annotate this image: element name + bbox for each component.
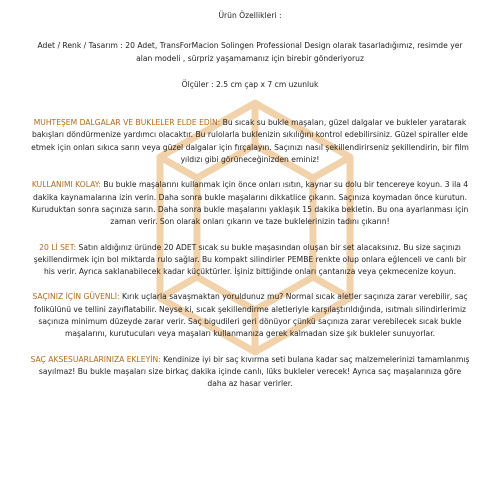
spec-dimensions: Ölçüler : 2.5 cm çap x 7 cm uzunluk: [181, 79, 319, 89]
spec-design: Adet / Renk / Tasarım : 20 Adet, TransForMacion Solingen Professional Design olarak tasarladığımız, resimde yer alan modeli , sürpriz yaşamamanız için birebir gönderiyoruz: [37, 41, 463, 63]
section-safe: [30, 291, 470, 340]
section-accessories: [30, 354, 470, 391]
section-heading: 20 Lİ SET:: [39, 242, 77, 252]
section-easy-use: [30, 179, 470, 228]
section-body: Bu sıcak su bukle maşaları, güzel dalgalar ve bukleler yaratarak bakışları döndürmenize yardımcı olacaktır. Bu rulolarla buklenizin sıkılığını kontrol edebilirsiniz. Güzel spiraller elde etmek için onları sıkıca sarın veya güzel dalgalar için fırçalayın. Saçınızı nasıl şekillendirirseniz şekillendirin, bir film yıldızı gibi görüneceğinizden eminiz!: [31, 118, 469, 165]
section-set: [30, 242, 470, 279]
page-title: Ürün Özellikleri :: [218, 11, 282, 20]
section-body: Satın aldığınız üründe 20 ADET sıcak su bukle maşasından oluşan bir set alacaksınız. Bu size saçınızı şekillendirmek için bol miktarda rulo sağlar. Bu kompakt silindirler PEMBE renkte olup onlara eğlenceli ve canlı bir his verir. Ayrıca saklanabilecek kadar küçüktürler. İşiniz bittiğinde onları çantanıza veya çekmecenize koyun.: [33, 242, 467, 277]
section-body: Kırık uçlarla savaşmaktan yoruldunuz mu? Normal sıcak aletler saçınıza zarar verebilir, saç folikülünü ve tellini zayıflatabilir. Neyse ki, sıcak şekillendirme aletleriyle karşılaştırıldığında, ısıtmalı silindirlerimiz saçınıza minimum düzeyde zarar verir. Saç bigudileri geri dönüyor çünkü saçınıza zarar verebilecek sıcak bukle maşalarını, kurutucuları veya maşaları kullanmanıza gerek kalmadan size şık bukleler sunuyorlar.: [33, 292, 468, 339]
product-description: [30, 0, 470, 391]
section-body: Kendinize iyi bir saç kıvırma seti bulana kadar saç malzemelerinizi tamamlanmış sayılmaz! Bu bukle maşaları size birkaç dakika içinde canlı, lüks bukleler verecek! Ayrıca saç maşalarınıza göre daha az hasar verirler.: [38, 354, 470, 389]
section-body: Bu bukle maşalarını kullanmak için önce onları ısıtın, kaynar su dolu bir tencereye koyun. 3 ila 4 dakika kaynamalarına izin verin. Daha sonra bukle maşalarını dikkatlice çıkarın. Saçınıza koymadan önce kurutun. Kuruduktan sonra saçınıza sarın. Daha sonra bukle maşalarını yaklaşık 15 dakika bekletin. Bu ona ayarlanması için zaman verir. Son olarak onları çıkarın ve taze buklelerinizin tadını çıkarın!: [31, 180, 469, 227]
section-heading: MUHTEŞEM DALGALAR VE BUKLELER ELDE EDİN:: [33, 118, 221, 128]
section-heading: KULLANIMI KOLAY:: [31, 180, 101, 190]
section-heading: SAÇ AKSESUARLARINIZA EKLEYİN:: [30, 354, 161, 364]
section-waves: [30, 117, 470, 166]
section-heading: SAÇINIZ İÇİN GÜVENLİ:: [32, 292, 120, 302]
